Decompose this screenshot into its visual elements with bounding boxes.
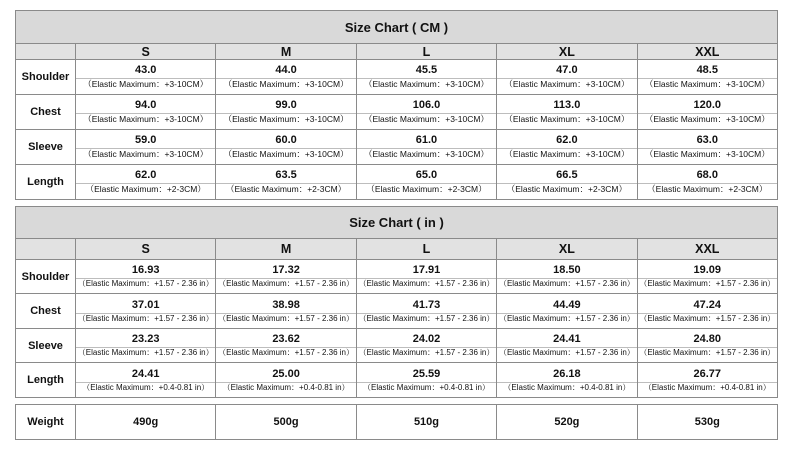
cell-note: （Elastic Maximum：+0.4-0.81 in） (497, 382, 636, 392)
row-label-shoulder: Shoulder (16, 60, 76, 95)
cell-note: （Elastic Maximum：+3-10CM） (216, 148, 355, 159)
table-cell (216, 95, 356, 130)
cell-note: （Elastic Maximum：+3-10CM） (76, 78, 215, 89)
table-row (16, 260, 778, 294)
cell-value: 47.0 (556, 64, 578, 77)
cell-note: （Elastic Maximum：+1.57 - 2.36 in） (498, 279, 635, 288)
cell-note: （Elastic Maximum：+1.57 - 2.36 in） (77, 313, 214, 323)
row-label-chest: Chest (16, 294, 76, 329)
cell-note: （Elastic Maximum：+3-10CM） (638, 113, 777, 124)
cell-note: （Elastic Maximum：+0.4-0.81 in） (76, 382, 215, 392)
size-header-m: M (216, 44, 356, 60)
size-header-m: M (216, 239, 356, 260)
table-cell (497, 260, 637, 294)
table-cell (216, 260, 356, 294)
cell-note: （Elastic Maximum：+3-10CM） (638, 148, 777, 159)
weight-value: 490g (76, 405, 216, 440)
corner-cell (16, 239, 76, 260)
table-cell (356, 130, 496, 165)
cell-value: 19.09 (693, 264, 722, 276)
row-label-length: Length (16, 165, 76, 200)
cell-value: 106.0 (412, 99, 441, 112)
cell-value: 44.49 (553, 298, 581, 311)
cell-note: （Elastic Maximum：+1.57 - 2.36 in） (218, 313, 354, 323)
cell-value: 94.0 (134, 99, 157, 112)
size-chart-cm-table (15, 10, 778, 200)
size-chart-in-table (15, 206, 778, 398)
table-row (16, 363, 778, 398)
cell-note: （Elastic Maximum：+3-10CM） (497, 78, 636, 89)
table-cell (497, 294, 637, 329)
cell-value: 47.24 (693, 298, 722, 311)
cell-value: 37.01 (131, 298, 160, 311)
cell-note: （Elastic Maximum：+3-10CM） (76, 148, 215, 159)
table-cell (637, 130, 777, 165)
table-row (16, 165, 778, 200)
table-cell (76, 363, 216, 398)
cell-note: （Elastic Maximum：+1.57 - 2.36 in） (639, 279, 776, 288)
cell-value: 17.91 (412, 264, 441, 276)
table-cell (497, 95, 637, 130)
cell-note: （Elastic Maximum：+3-10CM） (497, 148, 636, 159)
table-row (16, 294, 778, 329)
cell-note: （Elastic Maximum：+1.57 - 2.36 in） (77, 348, 214, 357)
cell-note: （Elastic Maximum：+0.4-0.81 in） (638, 382, 777, 392)
row-label-shoulder: Shoulder (16, 260, 76, 294)
cell-value: 99.0 (275, 99, 297, 112)
cell-value: 44.0 (275, 64, 297, 77)
cell-value: 18.50 (553, 264, 581, 276)
table-cell (497, 60, 637, 95)
cell-note: （Elastic Maximum：+2-3CM） (76, 183, 215, 194)
cell-value: 43.0 (134, 64, 157, 77)
size-chart-in-title: Size Chart ( in ) (16, 207, 778, 239)
table-cell (216, 130, 356, 165)
table-cell (356, 60, 496, 95)
table-cell (76, 294, 216, 329)
cell-note: （Elastic Maximum：+1.57 - 2.36 in） (77, 279, 214, 288)
cell-note: （Elastic Maximum：+1.57 - 2.36 in） (498, 313, 635, 323)
table-cell (637, 95, 777, 130)
table-cell (76, 165, 216, 200)
table-cell (356, 363, 496, 398)
cell-value: 59.0 (134, 134, 157, 147)
cell-note: （Elastic Maximum：+3-10CM） (638, 78, 777, 89)
cell-note: （Elastic Maximum：+2-3CM） (638, 183, 777, 194)
size-header-l: L (356, 239, 496, 260)
cell-note: （Elastic Maximum：+1.57 - 2.36 in） (218, 279, 354, 288)
table-row (16, 60, 778, 95)
cell-note: （Elastic Maximum：+0.4-0.81 in） (357, 382, 496, 392)
cell-note: （Elastic Maximum：+2-3CM） (216, 183, 355, 194)
cell-note: （Elastic Maximum：+1.57 - 2.36 in） (358, 313, 495, 323)
table-cell (76, 329, 216, 363)
weight-value: 530g (637, 405, 777, 440)
table-row (16, 95, 778, 130)
table-cell (356, 260, 496, 294)
table-cell (216, 363, 356, 398)
cell-value: 62.0 (556, 134, 578, 147)
cell-value: 16.93 (131, 264, 160, 276)
table-row (16, 130, 778, 165)
size-header-s: S (76, 44, 216, 60)
cell-note: （Elastic Maximum：+3-10CM） (216, 78, 355, 89)
size-header-xl: XL (497, 44, 637, 60)
cell-note: （Elastic Maximum：+0.4-0.81 in） (216, 382, 355, 392)
cell-value: 25.00 (272, 367, 300, 380)
table-cell (497, 363, 637, 398)
table-cell (216, 60, 356, 95)
cell-value: 25.59 (412, 367, 441, 380)
cell-note: （Elastic Maximum：+3-10CM） (357, 148, 496, 159)
cell-value: 62.0 (134, 169, 157, 182)
table-cell (76, 130, 216, 165)
cell-value: 68.0 (696, 169, 718, 182)
table-cell (637, 329, 777, 363)
cell-value: 38.98 (272, 298, 300, 311)
cell-note: （Elastic Maximum：+2-3CM） (497, 183, 636, 194)
table-cell (356, 294, 496, 329)
row-label-sleeve: Sleeve (16, 130, 76, 165)
cell-value: 24.41 (131, 367, 160, 380)
table-cell (76, 95, 216, 130)
table-cell (356, 95, 496, 130)
row-label-weight: Weight (16, 405, 76, 440)
cell-note: （Elastic Maximum：+3-10CM） (357, 113, 496, 124)
cell-value: 120.0 (693, 99, 722, 112)
corner-cell (16, 44, 76, 60)
cell-value: 23.23 (131, 333, 160, 345)
cell-note: （Elastic Maximum：+2-3CM） (357, 183, 496, 194)
cell-value: 41.73 (412, 298, 441, 311)
weight-value: 510g (356, 405, 496, 440)
table-cell (76, 60, 216, 95)
cell-value: 63.5 (275, 169, 297, 182)
cell-value: 26.77 (693, 367, 722, 380)
cell-note: （Elastic Maximum：+3-10CM） (497, 113, 636, 124)
table-cell (637, 363, 777, 398)
cell-note: （Elastic Maximum：+1.57 - 2.36 in） (498, 348, 635, 357)
cell-note: （Elastic Maximum：+1.57 - 2.36 in） (358, 348, 495, 357)
size-header-s: S (76, 239, 216, 260)
weight-value: 520g (497, 405, 637, 440)
table-cell (216, 329, 356, 363)
table-cell (637, 294, 777, 329)
table-cell (497, 130, 637, 165)
cell-note: （Elastic Maximum：+1.57 - 2.36 in） (218, 348, 354, 357)
cell-note: （Elastic Maximum：+1.57 - 2.36 in） (358, 279, 495, 288)
cell-value: 24.80 (693, 333, 722, 345)
size-header-xxl: XXL (637, 44, 777, 60)
table-cell (356, 165, 496, 200)
row-label-length: Length (16, 363, 76, 398)
table-cell (216, 294, 356, 329)
cell-value: 26.18 (553, 367, 581, 380)
size-header-xxl: XXL (637, 239, 777, 260)
row-label-chest: Chest (16, 95, 76, 130)
cell-value: 23.62 (272, 333, 300, 345)
size-chart-cm-title: Size Chart ( CM ) (16, 11, 778, 44)
cell-value: 60.0 (275, 134, 297, 147)
table-cell (76, 260, 216, 294)
cell-value: 24.02 (412, 333, 441, 345)
table-row (16, 329, 778, 363)
cell-value: 48.5 (696, 64, 718, 77)
table-cell (497, 165, 637, 200)
cell-value: 66.5 (556, 169, 578, 182)
weight-table (15, 404, 778, 440)
cell-note: （Elastic Maximum：+3-10CM） (357, 78, 496, 89)
cell-value: 63.0 (696, 134, 718, 147)
cell-value: 65.0 (415, 169, 438, 182)
cell-note: （Elastic Maximum：+3-10CM） (76, 113, 215, 124)
size-header-xl: XL (497, 239, 637, 260)
cell-value: 17.32 (272, 264, 300, 276)
size-header-l: L (356, 44, 496, 60)
cell-note: （Elastic Maximum：+3-10CM） (216, 113, 355, 124)
cell-value: 113.0 (553, 99, 581, 112)
cell-value: 45.5 (415, 64, 438, 77)
cell-value: 61.0 (415, 134, 438, 147)
table-cell (497, 329, 637, 363)
table-cell (637, 60, 777, 95)
weight-value: 500g (216, 405, 356, 440)
row-label-sleeve: Sleeve (16, 329, 76, 363)
cell-note: （Elastic Maximum：+1.57 - 2.36 in） (639, 313, 776, 323)
table-cell (637, 260, 777, 294)
table-cell (356, 329, 496, 363)
cell-value: 24.41 (553, 333, 581, 345)
cell-note: （Elastic Maximum：+1.57 - 2.36 in） (639, 348, 776, 357)
table-cell (216, 165, 356, 200)
table-cell (637, 165, 777, 200)
